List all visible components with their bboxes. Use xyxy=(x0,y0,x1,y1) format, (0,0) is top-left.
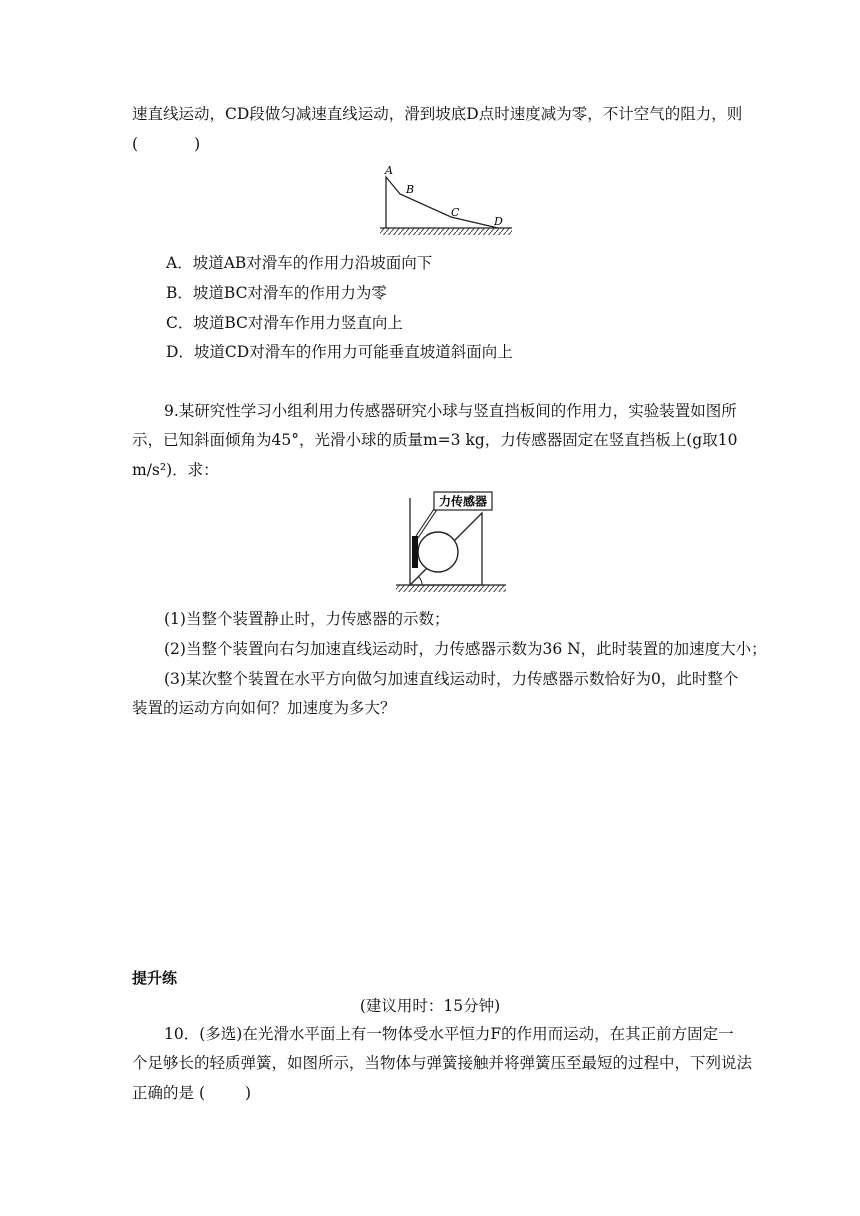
time-hint: (建议用时：15分钟) xyxy=(359,997,501,1015)
section-title: 提升练 xyxy=(132,969,178,987)
q10-stem-line2: 个足够长的轻质弹簧，如图所示，当物体与弹簧接触并将弹簧压至最短的过程中，下列说法 xyxy=(132,1054,753,1072)
q9-sub2: (2)当整个装置向右匀加速直线运动时，力传感器示数为36 N，此时装置的加速度大小； xyxy=(164,640,767,658)
bracket-open: ( xyxy=(198,1084,206,1102)
angle-arc xyxy=(419,577,423,586)
q9-stem-line1: 9.某研究性学习小组利用力传感器研究小球与竖直挡板间的作用力，实验装置如图所 xyxy=(164,402,737,420)
q8-stem-line: 速直线运动，CD段做匀减速直线运动，滑到坡底D点时速度减为零，不计空气的阻力，则 xyxy=(132,105,743,123)
q8-answer-bracket xyxy=(132,134,200,154)
q8-option-c: C．坡道BC对滑车作用力竖直向上 xyxy=(166,314,403,332)
q8-option-b: B．坡道BC对滑车的作用力为零 xyxy=(166,284,387,302)
slope-profile xyxy=(386,177,498,228)
q9-sub3-line2: 装置的运动方向如何？加速度为多大？ xyxy=(132,699,396,717)
q9-sub1: (1)当整个装置静止时，力传感器的示数； xyxy=(164,610,450,628)
q8-option-a: A．坡道AB对滑车的作用力沿坡面向下 xyxy=(166,254,433,272)
label-b: B xyxy=(406,183,415,196)
bracket-close: ) xyxy=(194,135,201,153)
q9-sub3-line1: (3)某次整个装置在水平方向做匀加速直线运动时，力传感器示数恰好为0，此时整个 xyxy=(164,670,739,688)
ground-hatch xyxy=(396,585,506,592)
label-a: A xyxy=(385,164,393,177)
ground-hatch xyxy=(380,228,512,235)
q9-stem-line3: m/s²)．求： xyxy=(132,461,219,479)
q8-option-d: D．坡道CD对滑车的作用力可能垂直坡道斜面向上 xyxy=(166,343,513,361)
q10-stem-line1: 10．(多选)在光滑水平面上有一物体受水平恒力F的作用而运动，在其正前方固定一 xyxy=(164,1025,734,1043)
sensor-label: 力传感器 xyxy=(438,494,488,509)
force-sensor-figure xyxy=(392,486,510,596)
bracket-open: ( xyxy=(132,135,139,153)
ball xyxy=(418,532,458,572)
label-d: D xyxy=(494,215,503,228)
bracket-close: ) xyxy=(245,1084,252,1102)
q9-stem-line2: 示，已知斜面倾角为45°，光滑小球的质量m=3 kg，力传感器固定在竖直挡板上(g取10 xyxy=(132,431,738,449)
q10-stem-line3 xyxy=(132,1083,251,1103)
sensor-block xyxy=(412,536,418,568)
label-c: C xyxy=(451,206,460,219)
q10-stem-text: 正确的是 xyxy=(132,1084,195,1102)
slope-figure xyxy=(376,160,516,240)
